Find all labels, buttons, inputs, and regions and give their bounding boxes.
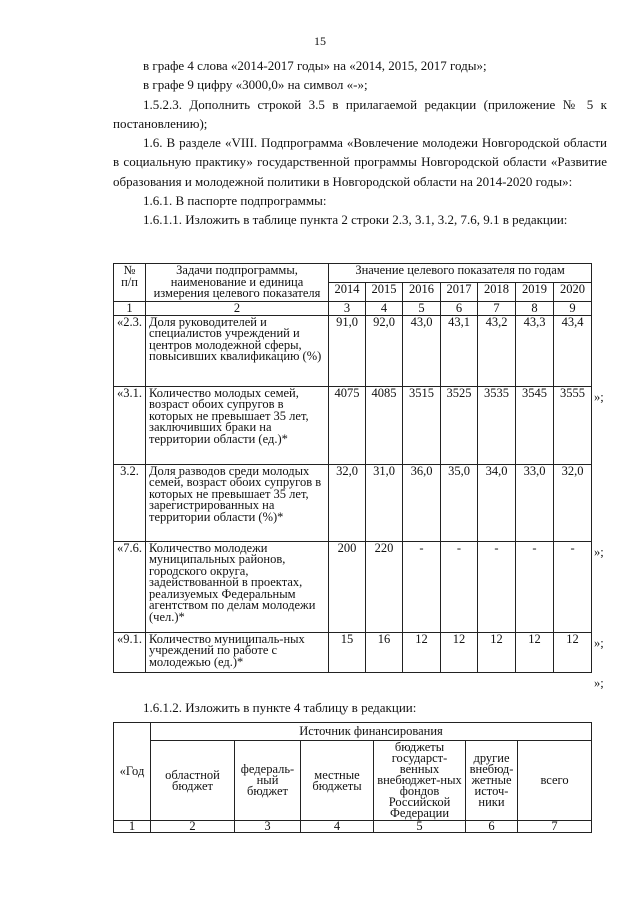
row-value: 34,0 xyxy=(478,464,516,541)
row-value: 3515 xyxy=(403,386,441,464)
row-value: 12 xyxy=(554,632,592,672)
row-closing-mark: »; xyxy=(594,676,604,690)
col-number: 7 xyxy=(518,821,592,833)
paragraph-3: 1.5.2.3. Дополнить строкой 3.5 в прилагаемой редакции (приложение № 5 к постановлению); xyxy=(113,96,607,131)
col-number: 4 xyxy=(366,301,403,315)
row-task: Доля разводов среди молодых семей, возраст обоих супругов в которых не превышает 35 лет, зарегистрированных на территории области (%)* xyxy=(146,464,329,541)
col-number: 4 xyxy=(301,821,374,833)
indicators-table xyxy=(113,263,592,673)
subheading: 1.6.1.2. Изложить в пункте 4 таблицу в редакции: xyxy=(143,700,417,715)
row-value: 3535 xyxy=(478,386,516,464)
paragraph-5: 1.6.1. В паспорте подпрограммы: xyxy=(143,193,327,209)
row-value: 3555 xyxy=(554,386,592,464)
row-value: 35,0 xyxy=(441,464,478,541)
table-row xyxy=(114,315,592,386)
row-value: 43,2 xyxy=(478,315,516,386)
col-number: 5 xyxy=(403,301,441,315)
row-value: 31,0 xyxy=(366,464,403,541)
year-header: 2017 xyxy=(441,282,478,301)
row-value: - xyxy=(478,541,516,632)
year-header: 2016 xyxy=(403,282,441,301)
paragraph-4: 1.6. В разделе «VIII. Подпрограмма «Вовлечение молодежи Новгородской области в социальную практику» государственной программы Новгородской области «Развитие образования и молодежной политики в Новгородской области на 2014-2020 годы»: xyxy=(113,135,607,189)
row-value: 12 xyxy=(441,632,478,672)
year-header: 2019 xyxy=(516,282,554,301)
table-row xyxy=(114,541,592,632)
col-number: 9 xyxy=(554,301,592,315)
col-number: 3 xyxy=(329,301,366,315)
row-value: 3525 xyxy=(441,386,478,464)
row-value: 15 xyxy=(329,632,366,672)
col-number: 3 xyxy=(235,821,301,833)
paragraph-6: 1.6.1.1. Изложить в таблице пункта 2 строки 2.3, 3.1, 3.2, 7.6, 9.1 в редакции: xyxy=(143,212,568,228)
row-value: 32,0 xyxy=(329,464,366,541)
financing-table xyxy=(113,722,592,833)
col-number: 1 xyxy=(114,301,146,315)
row-task: Доля руководителей и специалистов учреждений и центров молодежной сферы, повысивших квалификацию (%) xyxy=(146,315,329,386)
paragraph-2: в графе 9 цифру «3000,0» на символ «-»; xyxy=(143,77,368,93)
header-regional-budget: областной бюджет xyxy=(151,741,235,821)
row-value: 33,0 xyxy=(516,464,554,541)
row-value: 12 xyxy=(403,632,441,672)
row-value: 220 xyxy=(366,541,403,632)
row-value: 200 xyxy=(329,541,366,632)
table-row xyxy=(114,386,592,464)
header-values: Значение целевого показателя по годам xyxy=(329,264,592,283)
row-value: 4075 xyxy=(329,386,366,464)
col-number: 1 xyxy=(114,821,151,833)
row-value: 12 xyxy=(478,632,516,672)
row-closing-mark: »; xyxy=(594,545,604,559)
row-value: 32,0 xyxy=(554,464,592,541)
row-value: - xyxy=(441,541,478,632)
row-num: «3.1. xyxy=(114,386,146,464)
row-value: 43,3 xyxy=(516,315,554,386)
header-total: всего xyxy=(518,741,592,821)
col-number: 2 xyxy=(146,301,329,315)
header-source: Источник финансирования xyxy=(151,723,592,741)
row-num: «7.6. xyxy=(114,541,146,632)
header-year: «Год xyxy=(114,723,151,821)
row-value: 36,0 xyxy=(403,464,441,541)
row-task: Количество молодых семей, возраст обоих супругов в которых не превышает 35 лет, заключивших браки на территории области (ед.)* xyxy=(146,386,329,464)
row-value: 43,1 xyxy=(441,315,478,386)
col-number: 8 xyxy=(516,301,554,315)
row-value: 3545 xyxy=(516,386,554,464)
year-header: 2020 xyxy=(554,282,592,301)
row-value: 43,4 xyxy=(554,315,592,386)
row-closing-mark: »; xyxy=(594,636,604,650)
row-value: 12 xyxy=(516,632,554,672)
year-header: 2018 xyxy=(478,282,516,301)
row-task: Количество муниципаль-ных учреждений по работе с молодежью (ед.)* xyxy=(146,632,329,672)
row-value: - xyxy=(554,541,592,632)
row-value: 43,0 xyxy=(403,315,441,386)
page-number: 15 xyxy=(314,34,326,48)
body-text xyxy=(113,56,607,230)
header-task: Задачи подпрограммы, наименование и единица измерения целевого показателя xyxy=(146,264,329,302)
row-value: 91,0 xyxy=(329,315,366,386)
col-number: 2 xyxy=(151,821,235,833)
col-number: 7 xyxy=(478,301,516,315)
row-num: 3.2. xyxy=(114,464,146,541)
header-other-sources: другие внебюд-жетные источ-ники xyxy=(466,741,518,821)
row-value: - xyxy=(516,541,554,632)
year-header: 2014 xyxy=(329,282,366,301)
row-task: Количество молодежи муниципальных районов, городского округа, задействованной в проектах, реализуемых Федеральным агентством по делам молодежи (чел.)* xyxy=(146,541,329,632)
table-row xyxy=(114,464,592,541)
col-number: 5 xyxy=(374,821,466,833)
header-local-budgets: местные бюджеты xyxy=(301,741,374,821)
year-header: 2015 xyxy=(366,282,403,301)
row-value: 92,0 xyxy=(366,315,403,386)
row-num: «9.1. xyxy=(114,632,146,672)
row-value: 16 xyxy=(366,632,403,672)
row-value: - xyxy=(403,541,441,632)
paragraph-1: в графе 4 слова «2014-2017 годы» на «2014, 2015, 2017 годы»; xyxy=(143,58,487,73)
header-num: № п/п xyxy=(114,264,146,302)
row-num: «2.3. xyxy=(114,315,146,386)
col-number: 6 xyxy=(466,821,518,833)
header-federal-budget: федераль-ный бюджет xyxy=(235,741,301,821)
table-row xyxy=(114,632,592,672)
row-value: 4085 xyxy=(366,386,403,464)
header-offbudget-funds: бюджеты государст-венных внебюджет-ных фондов Российской Федерации xyxy=(374,741,466,821)
row-closing-mark: »; xyxy=(594,390,604,404)
col-number: 6 xyxy=(441,301,478,315)
